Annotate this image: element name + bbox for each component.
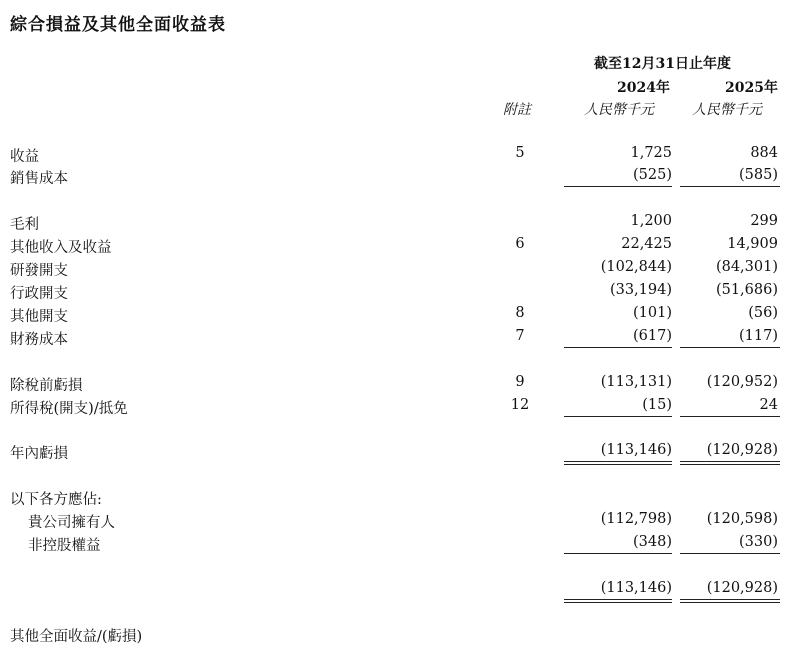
total-double-rule [564,461,672,465]
value-2025: (585) [739,167,778,183]
row-label: 除稅前虧損 [10,378,83,394]
table-row [0,145,800,167]
row-note: 7 [515,328,525,344]
value-2025: 24 [759,397,778,413]
value-2025: (56) [748,305,778,321]
row-label: 非控股權益 [28,538,101,554]
value-2024: 1,725 [630,145,672,161]
row-label: 行政開支 [10,286,68,302]
value-2024: (113,131) [600,374,672,390]
value-2024: (617) [633,328,672,344]
subtotal-rule [680,416,780,417]
year-2024-header: 2024年 [617,80,670,96]
value-2024: 1,200 [630,213,672,229]
value-2025: (84,301) [715,259,778,275]
period-header: 截至12月31日止年度 [594,56,731,72]
table-row [0,488,800,510]
value-2024: (101) [633,305,672,321]
table-row [0,259,800,281]
unit-2024-header: 人民幣千元 [584,102,654,118]
value-2025: (117) [739,328,778,344]
value-2025: (120,928) [706,580,778,596]
subtotal-rule [680,553,780,554]
value-2024: (102,844) [600,259,672,275]
row-note: 5 [515,145,525,161]
value-2024: (112,798) [600,511,672,527]
row-note: 9 [515,374,525,390]
unit-2025-header: 人民幣千元 [692,102,762,118]
row-label: 其他收入及收益 [10,240,112,256]
value-2025: (120,952) [706,374,778,390]
row-label: 銷售成本 [10,171,68,187]
total-double-rule [680,599,780,603]
value-2025: 299 [750,213,778,229]
subtotal-rule [564,347,672,348]
row-label: 貴公司擁有人 [28,515,115,531]
value-2025: (51,686) [715,282,778,298]
value-2024: (525) [633,167,672,183]
total-double-rule [680,461,780,465]
table-row [0,374,800,396]
statement-title: 綜合損益及其他全面收益表 [10,15,226,35]
value-2024: (113,146) [600,442,672,458]
row-note: 8 [515,305,525,321]
row-label: 毛利 [10,217,39,233]
table-row [0,282,800,304]
note-column-header: 附註 [503,102,531,118]
subtotal-rule [680,347,780,348]
value-2025: (120,598) [706,511,778,527]
table-row [0,213,800,235]
row-label: 所得稅(開支)/抵免 [10,401,128,417]
row-label: 以下各方應佔: [10,492,102,508]
value-2024: (33,194) [609,282,672,298]
subtotal-rule [680,186,780,187]
value-2025: (120,928) [706,442,778,458]
row-note: 6 [515,236,525,252]
total-double-rule [564,599,672,603]
value-2024: (348) [633,534,672,550]
table-row [0,511,800,533]
value-2025: (330) [739,534,778,550]
row-label: 研發開支 [10,263,68,279]
value-2024: 22,425 [621,236,672,252]
value-2025: 884 [750,145,778,161]
subtotal-rule [564,553,672,554]
subtotal-rule [564,416,672,417]
row-note: 12 [510,397,530,413]
table-row [0,625,800,647]
row-label: 財務成本 [10,332,68,348]
subtotal-rule [564,186,672,187]
value-2025: 14,909 [727,236,778,252]
year-2025-header: 2025年 [725,80,778,96]
value-2024: (15) [642,397,672,413]
table-row [0,305,800,327]
row-label: 其他全面收益/(虧損) [10,629,143,645]
row-label: 收益 [10,149,39,165]
row-label: 年內虧損 [10,446,68,462]
row-label: 其他開支 [10,309,68,325]
value-2024: (113,146) [600,580,672,596]
table-row [0,236,800,258]
